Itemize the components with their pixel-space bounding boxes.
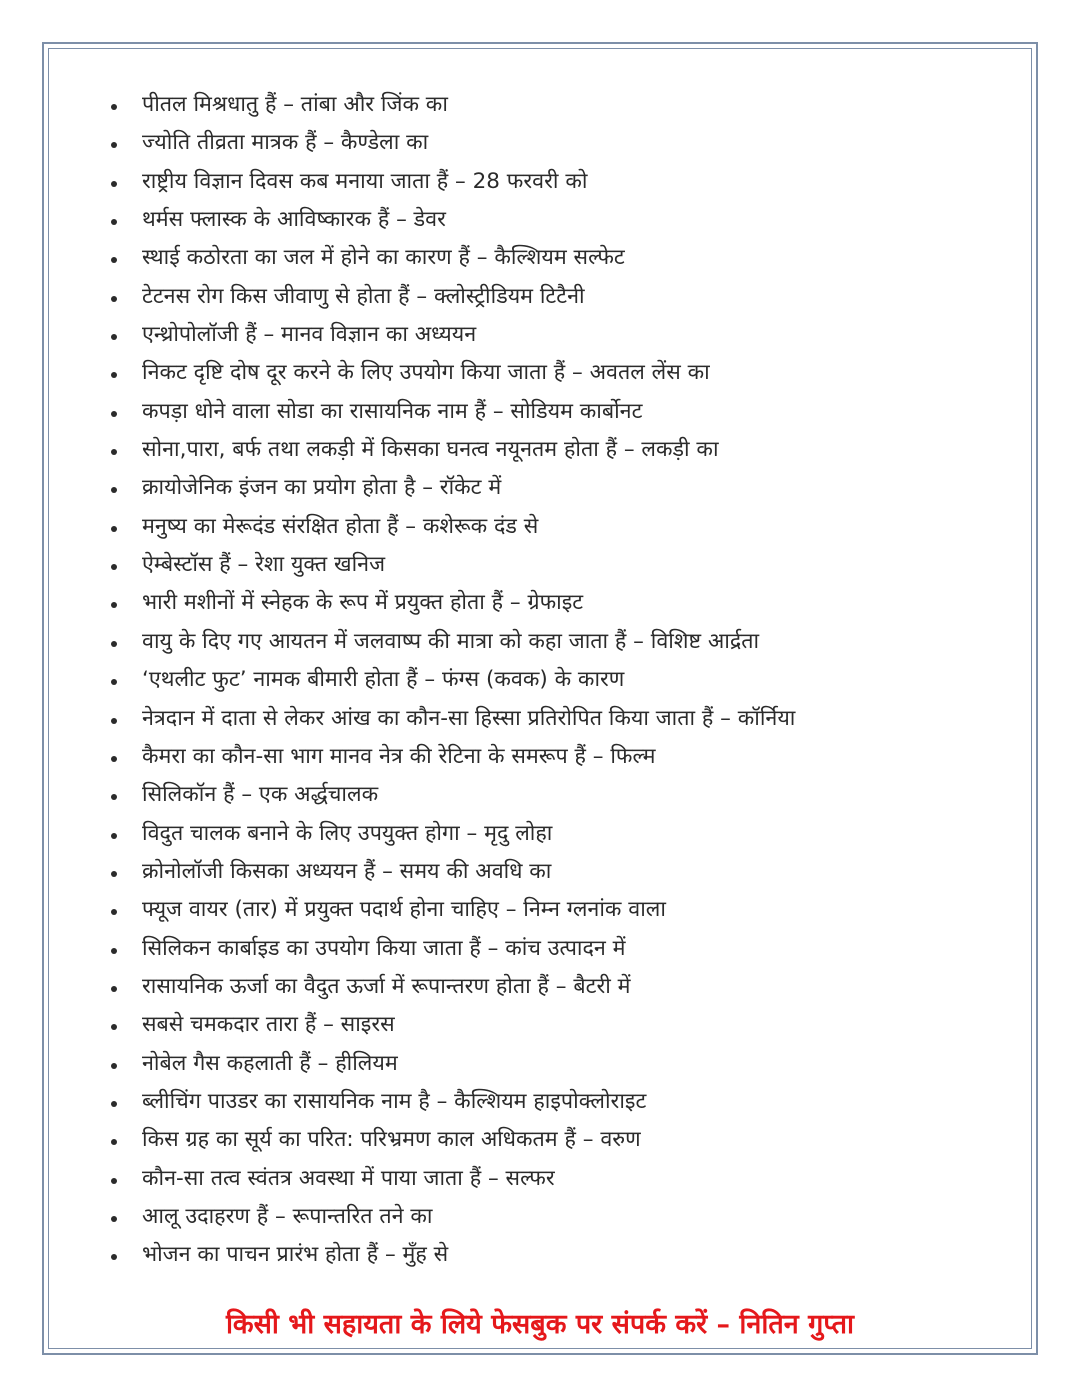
list-item (108, 469, 1008, 507)
fact-text: मनुष्य का मेरूदंड संरक्षित होता हैं – कशेरूक दंड से (142, 513, 539, 539)
list-item (108, 163, 1008, 201)
list-item (108, 1160, 1008, 1198)
bullet-icon (111, 449, 117, 455)
list-item (108, 316, 1008, 354)
fact-text: सिलिकन कार्बाइड का उपयोग किया जाता हैं – कांच उत्पादन में (142, 935, 626, 961)
fact-text: आलू उदाहरण हैं – रूपान्तरित तने का (142, 1203, 433, 1229)
fact-list (108, 86, 1008, 1275)
bullet-icon (111, 296, 117, 302)
fact-text: ब्लीचिंग पाउडर का रासायनिक नाम है – कैल्शियम हाइपोक्लोराइट (142, 1088, 647, 1114)
fact-text: एन्थ्रोपोलॉजी हैं – मानव विज्ञान का अध्ययन (142, 322, 477, 348)
fact-text: भारी मशीनों में स्नेहक के रूप में प्रयुक्त होता हैं – ग्रेफाइट (142, 590, 584, 616)
list-item (108, 546, 1008, 584)
list-item (108, 930, 1008, 968)
bullet-icon (111, 487, 117, 493)
list-item (108, 1083, 1008, 1121)
fact-text: विदुत चालक बनाने के लिए उपयुक्त होगा – मृदु लोहा (142, 820, 553, 846)
bullet-icon (111, 372, 117, 378)
fact-text: भोजन का पाचन प्रारंभ होता हैं – मुँह से (142, 1242, 449, 1268)
fact-text: फ्यूज वायर (तार) में प्रयुक्त पदार्थ होना चाहिए – निम्न ग्लनांक वाला (142, 897, 666, 923)
bullet-icon (111, 756, 117, 762)
bullet-icon (111, 526, 117, 532)
list-item (108, 700, 1008, 738)
bullet-icon (111, 104, 117, 110)
fact-text: कौन-सा तत्व स्वंतत्र अवस्था में पाया जाता हैं – सल्फर (142, 1165, 555, 1191)
fact-text: टेटनस रोग किस जीवाणु से होता हैं – क्लोस्ट्रीडियम टिटैनी (142, 283, 585, 309)
bullet-icon (111, 871, 117, 877)
bullet-icon (111, 1063, 117, 1069)
list-item (108, 1045, 1008, 1083)
list-item (108, 661, 1008, 699)
bullet-icon (111, 718, 117, 724)
list-item (108, 508, 1008, 546)
list-item (108, 968, 1008, 1006)
fact-text: पीतल मिश्रधातु हैं – तांबा और जिंक का (142, 92, 448, 117)
bullet-icon (111, 334, 117, 340)
list-item (108, 1121, 1008, 1159)
fact-text: वायु के दिए गए आयतन में जलवाष्प की मात्रा को कहा जाता हैं – विशिष्ट आर्द्रता (142, 628, 760, 654)
fact-text: ज्योति तीव्रता मात्रक हैं – कैण्डेला का (142, 130, 429, 156)
list-item (108, 623, 1008, 661)
bullet-icon (111, 641, 117, 647)
fact-text: सोना,पारा, बर्फ तथा लकड़ी में किसका घनत्व नयूनतम होता हैं – लकड़ी का (142, 437, 719, 463)
bullet-icon (111, 986, 117, 992)
bullet-icon (111, 411, 117, 417)
list-item (108, 1006, 1008, 1044)
bullet-icon (111, 1024, 117, 1030)
list-item (108, 239, 1008, 277)
list-item (108, 431, 1008, 469)
list-item (108, 393, 1008, 431)
fact-text: कपड़ा धोने वाला सोडा का रासायनिक नाम हैं – सोडियम कार्बोनट (142, 398, 643, 424)
list-item (108, 891, 1008, 929)
list-item (108, 201, 1008, 239)
fact-text: ‘एथलीट फुट’ नामक बीमारी होता हैं – फंग्स (कवक) के कारण (142, 667, 625, 693)
bullet-icon (111, 1178, 117, 1184)
bullet-icon (111, 142, 117, 148)
fact-text: नोबेल गैस कहलाती हैं – हीलियम (142, 1050, 398, 1076)
footer-contact-note: किसी भी सहायता के लिये फेसबुक पर संपर्क करें – नितिन गुप्ता (225, 1309, 855, 1340)
bullet-icon (111, 833, 117, 839)
fact-text: ऐम्बेस्टॉस हैं – रेशा युक्त खनिज (142, 552, 386, 578)
fact-text: स्थाई कठोरता का जल में होने का कारण हैं – कैल्शियम सल्फेट (142, 245, 625, 271)
list-item (108, 815, 1008, 853)
list-item (108, 776, 1008, 814)
bullet-icon (111, 602, 117, 608)
list-item (108, 584, 1008, 622)
list-item (108, 124, 1008, 162)
fact-text: सबसे चमकदार तारा हैं – साइरस (142, 1012, 395, 1038)
bullet-icon (111, 1139, 117, 1145)
fact-text: सिलिकॉन हैं – एक अर्द्धचालक (142, 782, 379, 808)
bullet-icon (111, 219, 117, 225)
list-item (108, 1198, 1008, 1236)
bullet-icon (111, 257, 117, 263)
fact-text: रासायनिक ऊर्जा का वैदुत ऊर्जा में रूपान्तरण होता हैं – बैटरी में (142, 973, 631, 999)
list-item (108, 738, 1008, 776)
bullet-icon (111, 794, 117, 800)
fact-text: क्रायोजेनिक इंजन का प्रयोग होता है – रॉकेट में (142, 475, 502, 501)
fact-text: क्रोनोलॉजी किसका अध्ययन हैं – समय की अवधि का (142, 858, 552, 884)
list-item (108, 853, 1008, 891)
bullet-icon (111, 909, 117, 915)
fact-text: थर्मस फ्लास्क के आविष्कारक हैं – डेवर (142, 207, 446, 233)
bullet-icon (111, 948, 117, 954)
fact-text: राष्ट्रीय विज्ञान दिवस कब मनाया जाता हैं – 28 फरवरी को (142, 168, 588, 194)
fact-text: निकट दृष्टि दोष दूर करने के लिए उपयोग किया जाता हैं – अवतल लेंस का (142, 360, 710, 386)
bullet-icon (111, 564, 117, 570)
bullet-icon (111, 679, 117, 685)
bullet-icon (111, 1101, 117, 1107)
list-item (108, 86, 1008, 124)
bullet-icon (111, 1216, 117, 1222)
fact-text: किस ग्रह का सूर्य का परित: परिभ्रमण काल अधिकतम हैं – वरुण (142, 1127, 641, 1153)
bullet-icon (111, 181, 117, 187)
bullet-icon (111, 1254, 117, 1260)
list-item (108, 278, 1008, 316)
fact-text: कैमरा का कौन-सा भाग मानव नेत्र की रेटिना के समरूप हैं – फिल्म (142, 743, 656, 769)
list-item (108, 1236, 1008, 1274)
fact-text: नेत्रदान में दाता से लेकर आंख का कौन-सा हिस्सा प्रतिरोपित किया जाता हैं – कॉर्निया (142, 705, 796, 731)
list-item (108, 354, 1008, 392)
